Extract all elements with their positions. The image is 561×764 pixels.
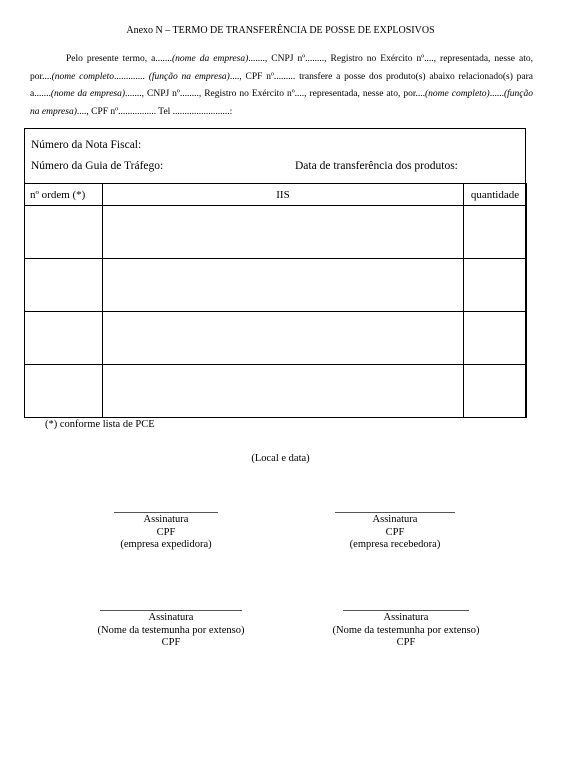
place-date-label: (Local e data)	[251, 453, 310, 464]
intro-text: ......	[489, 89, 504, 99]
intro-text: ...., CPF nº......... transfere a posse dos produto(s) abaixo relacionado(s) para a.......	[30, 71, 533, 99]
column-header-iis: IIS	[103, 184, 464, 206]
document-title: Anexo N – TERMO DE TRANSFERÊNCIA DE POSSE DE EXPLOSIVOS	[126, 25, 435, 36]
table-header-row	[25, 184, 527, 206]
signature-block-expedidora	[96, 512, 236, 552]
signature-line	[114, 512, 218, 513]
intro-text: ......., CNPJ nº........, Registro no Exército nº...., representada, nesse ato, por....	[125, 89, 426, 99]
signature-line	[100, 610, 242, 611]
table-row	[25, 312, 527, 365]
intro-text: ...., CPF nº................ Tel ........................:	[76, 106, 233, 117]
cell-iis[interactable]	[103, 206, 464, 259]
signature-name: (Nome da testemunha por extenso)	[332, 624, 480, 636]
intro-placeholder: (função na empresa)	[30, 89, 533, 117]
signature-cpf: CPF	[396, 637, 416, 648]
cell-ordem[interactable]	[25, 206, 103, 259]
cell-iis[interactable]	[103, 259, 464, 312]
signature-block-recebedora	[325, 512, 465, 552]
column-header-quantidade: quantidade	[464, 184, 527, 206]
footnote: (*) conforme lista de PCE	[45, 419, 155, 430]
table-row	[25, 206, 527, 259]
cell-quantidade[interactable]	[464, 312, 527, 365]
table-row	[25, 365, 527, 418]
signature-name: (Nome da testemunha por extenso)	[97, 624, 245, 636]
intro-paragraph	[30, 51, 533, 121]
signature-cpf: CPF	[385, 526, 405, 538]
signature-block-testemunha-1	[76, 610, 266, 650]
intro-placeholder: (função na empresa)	[148, 71, 230, 82]
signature-label: Assinatura	[372, 514, 418, 525]
cell-iis[interactable]	[103, 312, 464, 365]
guia-trafego-label: Número da Guia de Tráfego:	[31, 160, 164, 172]
column-header-ordem: nº ordem (*)	[25, 184, 103, 206]
cell-quantidade[interactable]	[464, 365, 527, 418]
table-row	[25, 259, 527, 312]
nota-fiscal-label: Número da Nota Fiscal:	[31, 139, 142, 151]
signature-label: Assinatura	[143, 514, 189, 525]
signature-cpf: CPF	[161, 637, 181, 648]
cell-quantidade[interactable]	[464, 259, 527, 312]
data-transferencia-label: Data de transferência dos produtos:	[295, 160, 458, 172]
signature-label: Assinatura	[148, 612, 194, 623]
intro-text: .............	[114, 71, 149, 82]
products-table	[24, 183, 527, 418]
intro-text: ......., CNPJ nº........, Registro no Exército nº...., representada, nesse ato, por....	[30, 54, 533, 82]
signature-role: (empresa recebedora)	[349, 539, 441, 550]
signature-label: Assinatura	[383, 612, 429, 623]
intro-placeholder: (nome completo)	[425, 89, 490, 99]
signature-line	[335, 512, 455, 513]
intro-text: Pelo presente termo, a.......	[66, 54, 172, 64]
cell-iis[interactable]	[103, 365, 464, 418]
signature-line	[343, 610, 469, 611]
intro-placeholder: (nome da empresa)	[50, 89, 126, 99]
intro-placeholder: (nome da empresa)	[171, 54, 249, 64]
intro-placeholder: (nome completo	[51, 71, 115, 82]
cell-ordem[interactable]	[25, 365, 103, 418]
signature-role: (empresa expedidora)	[120, 539, 212, 550]
signature-block-testemunha-2	[311, 610, 501, 650]
cell-ordem[interactable]	[25, 259, 103, 312]
signature-cpf: CPF	[156, 526, 176, 538]
transfer-form-box	[24, 128, 526, 418]
cell-ordem[interactable]	[25, 312, 103, 365]
cell-quantidade[interactable]	[464, 206, 527, 259]
